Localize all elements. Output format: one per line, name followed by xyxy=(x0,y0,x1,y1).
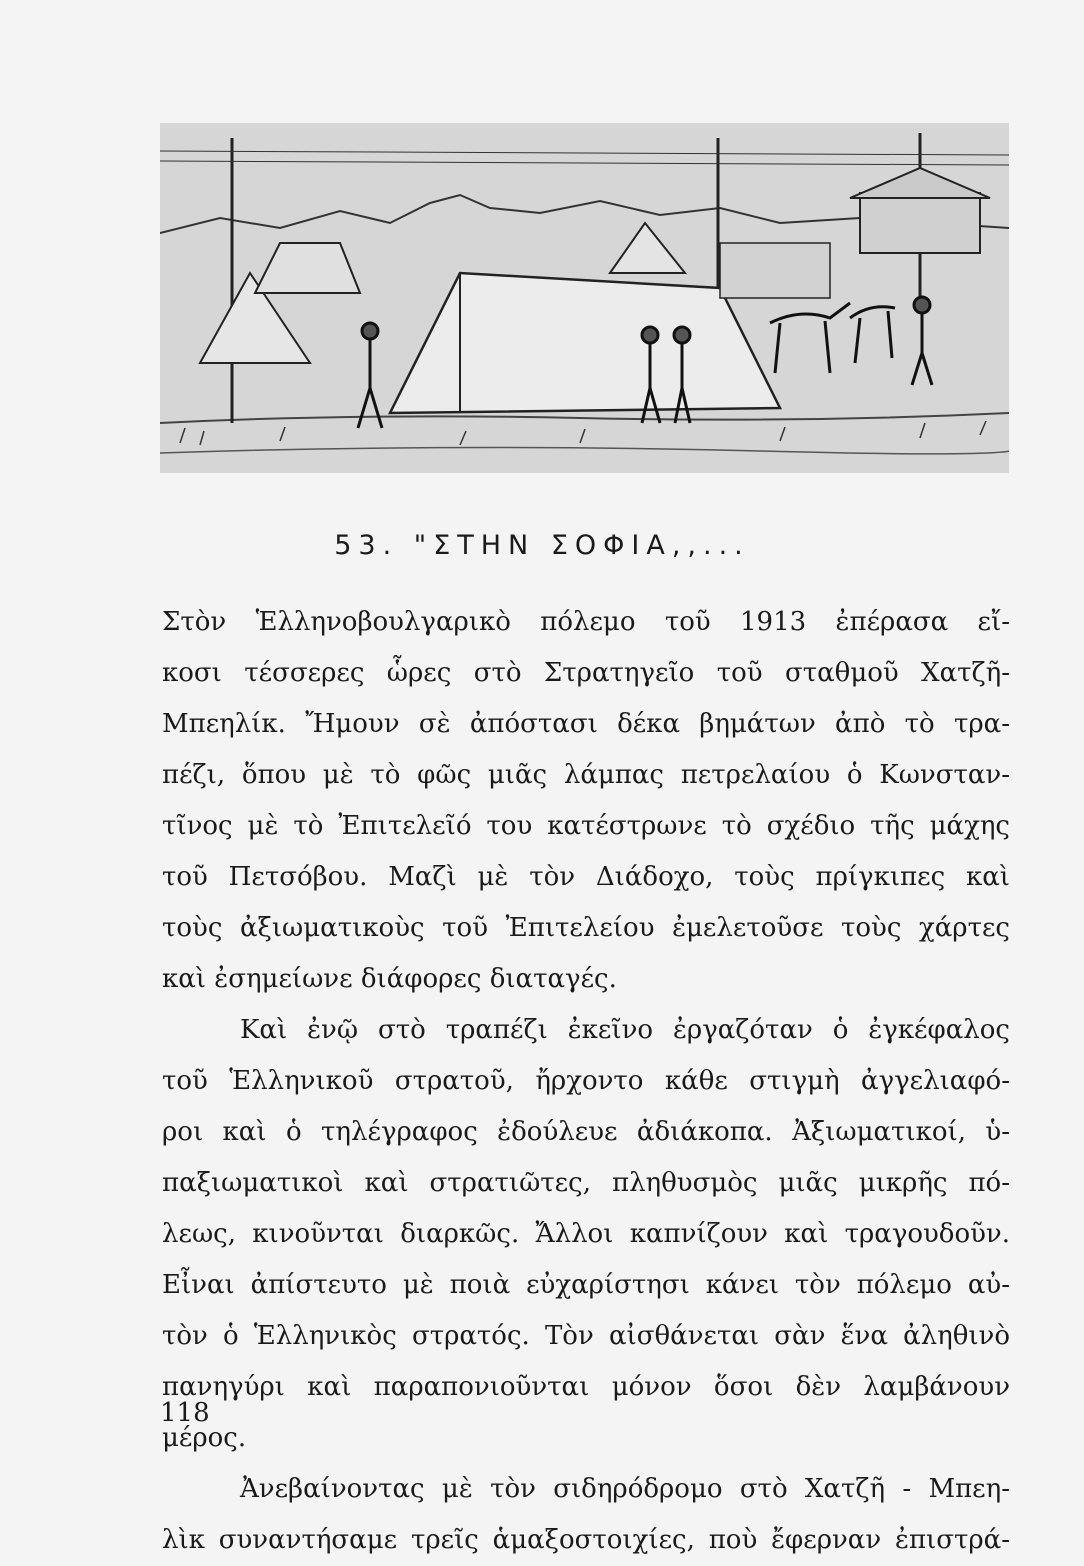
text-line: λὶκ συναντήσαμε τρεῖς ἁμαξοστοιχίες, ποὺ ἔφερναν ἐπιστρά- xyxy=(162,1525,1010,1555)
text-line: κοσι τέσσερες ὧρες στὸ Στρατηγεῖο τοῦ σταθμοῦ Χατζῆ- xyxy=(162,658,1010,688)
camp-illustration xyxy=(160,123,1009,473)
text-line: Μπεηλίκ. Ἤμουν σὲ ἀπόστασι δέκα βημάτων ἀπὸ τὸ τρα- xyxy=(162,709,1010,739)
text-line: λεως, κινοῦνται διαρκῶς. Ἄλλοι καπνίζουν καὶ τραγουδοῦν. xyxy=(162,1219,1010,1249)
text-line: Καὶ ἐνῷ στὸ τραπέζι ἐκεῖνο ἐργαζόταν ὁ ἐγκέφαλος xyxy=(240,1015,1010,1045)
text-line: τῖνος μὲ τὸ Ἐπιτελεῖό του κατέστρωνε τὸ σχέδιο τῆς μάχης xyxy=(162,811,1010,841)
text-line: ροι καὶ ὁ τηλέγραφος ἐδούλευε ἀδιάκοπα. Ἀξιωματικοί, ὑ- xyxy=(162,1117,1010,1147)
text-line: Ἀνεβαίνοντας μὲ τὸν σιδηρόδρομο στὸ Χατζῆ - Μπεη- xyxy=(240,1474,1010,1504)
body-text xyxy=(162,597,1010,1566)
text-line: τοῦ Ἑλληνικοῦ στρατοῦ, ἤρχοντο κάθε στιγμὴ ἀγγελιαφό- xyxy=(162,1066,1010,1096)
text-line: τὸν ὁ Ἑλληνικὸς στρατός. Τὸν αἰσθάνεται σὰν ἕνα ἀληθινὸ xyxy=(162,1321,1010,1351)
text-line: Στὸν Ἑλληνοβουλγαρικὸ πόλεμο τοῦ 1913 ἐπέρασα εἴ- xyxy=(162,607,1010,637)
page-number: 118 xyxy=(160,1398,210,1428)
text-line: πέζι, ὅπου μὲ τὸ φῶς μιᾶς λάμπας πετρελαίου ὁ Κωνσταν- xyxy=(162,760,1010,790)
text-line: τοῦ Πετσόβου. Μαζὶ μὲ τὸν Διάδοχο, τοὺς πρίγκιπες καὶ xyxy=(162,862,1010,892)
text-line: Εἶναι ἀπίστευτο μὲ ποιὰ εὐχαρίστησι κάνει τὸν πόλεμο αὐ- xyxy=(162,1270,1010,1300)
text-line: παξιωματικοὶ καὶ στρατιῶτες, πληθυσμὸς μιᾶς μικρῆς πό- xyxy=(162,1168,1010,1198)
camp-sketch-illustration xyxy=(160,123,1009,473)
text-line: μέρος. xyxy=(162,1423,247,1453)
text-line: πανηγύρι καὶ παραπονιοῦνται μόνον ὅσοι δὲν λαμβάνουν xyxy=(162,1372,1010,1402)
text-line: καὶ ἐσημείωνε διάφορες διαταγές. xyxy=(162,964,617,994)
text-line: τοὺς ἀξιωματικοὺς τοῦ Ἐπιτελείου ἐμελετοῦσε τοὺς χάρτες xyxy=(162,913,1010,943)
chapter-title: 53. "ΣΤΗΝ ΣΟΦΙΑ,,... xyxy=(334,530,750,561)
